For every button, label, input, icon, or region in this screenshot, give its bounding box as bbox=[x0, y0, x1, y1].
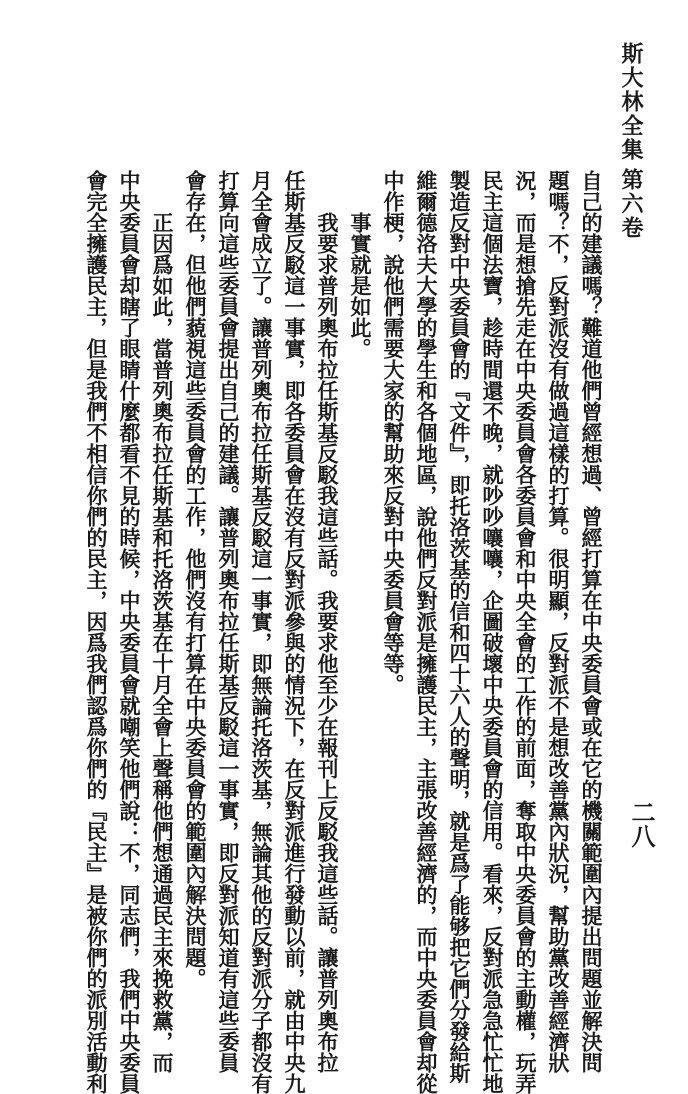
text-column: 題嗎？不，反對派沒有做過這樣的打算。很明顯，反對派不是想改善黨內狀況，幫助黨改善經濟狀 bbox=[546, 170, 571, 1073]
text-column: 自己的建議嗎？難道他們曾經想過、曾經打算在中央委員會或在它的機關範圍內提出問題並解決問 bbox=[579, 170, 604, 1073]
text-column: 製造反對中央委員會的『文件』，即托洛茨基的信和四十六人的聲明，就是爲了能够把它們分發給斯 bbox=[447, 170, 472, 1084]
text-column: 維爾德洛夫大學的學生和各個地區，說他們反對派是擁護民主，主張改善經濟的，而中央委員會却從 bbox=[414, 170, 439, 1094]
text-column: 會完全擁護民主，但是我們不相信你們的民主，因爲我們認爲你們的『民主』是被你們的派別活動利 bbox=[84, 170, 109, 1094]
volume-label: 第六卷 bbox=[618, 168, 644, 240]
body-text bbox=[80, 170, 608, 1094]
text-column: 正因爲如此，當普列奧布拉任斯基和托洛茨基在十月全會上聲稱他們想通過民主來挽救黨，而 bbox=[150, 212, 175, 1073]
book-title: 斯大林全集 bbox=[618, 42, 644, 162]
text-column: 中作梗，說他們需要大家的幫助來反對中央委員會等等。 bbox=[381, 170, 406, 695]
text-column: 任斯基反駁這一事實，即各委員會在沒有反對派參與的情況下，在反對派進行發動以前，就由中央九 bbox=[282, 170, 307, 1094]
page-number: 二八 bbox=[627, 800, 656, 848]
text-column: 民主這個法寶，趁時間還不晚，就吵吵嚷嚷，企圖破壞中央委員會的信用。看來，反對派急急忙忙地 bbox=[480, 170, 505, 1094]
text-column: 月全會成立了。讓普列奧布拉任斯基反駁這一事實，即無論托洛茨基，無論其他的反對派分子都沒有 bbox=[249, 170, 274, 1094]
text-column: 會存在，但他們藐視這些委員會的工作，他們沒有打算在中央委員會的範圍內解決問題。 bbox=[183, 170, 208, 989]
text-column: 中央委員會却瞎了眼睛什麼都看不見的時候，中央委員會就嘲笑他們說：不，同志們，我們中央委員 bbox=[117, 170, 142, 1094]
text-column: 我要求普列奧布拉任斯基反駁我這些話。我要求他至少在報刊上反駁我這些話。讓普列奧布拉 bbox=[315, 212, 340, 1073]
text-column: 況，而是想搶先走在中央委員會各委員會和中央全會的工作的前面，奪取中央委員會的主動權，玩弄 bbox=[513, 170, 538, 1094]
text-column: 打算向這些委員會提出自己的建議。讓普列奧布拉任斯基反駁這一事實，即反對派知道有這些委員 bbox=[216, 170, 241, 1073]
text-column: 事實就是如此。 bbox=[348, 212, 373, 359]
